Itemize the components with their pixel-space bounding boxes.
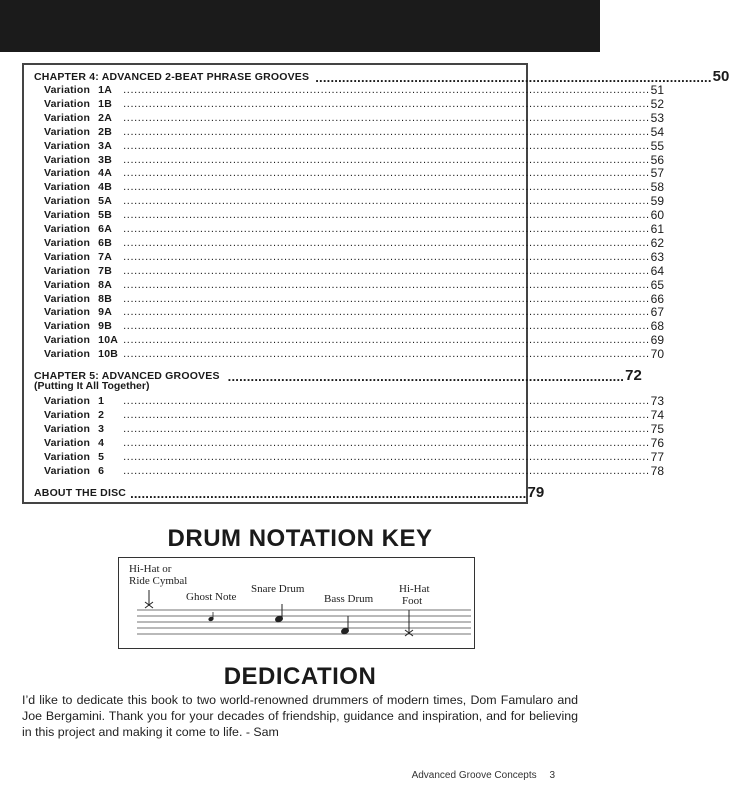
toc-entry-label <box>34 279 122 292</box>
bass-drum-label: Bass Drum <box>324 593 374 605</box>
toc-page-number: 79 <box>527 484 545 501</box>
toc-page-number: 60 <box>650 208 665 223</box>
toc-entry-label <box>34 181 122 194</box>
dot-leader: ................................................................................................................................................ <box>123 209 650 222</box>
dot-leader: ........................................................................................................ <box>227 369 625 384</box>
toc-variation-entry[interactable] <box>34 83 665 97</box>
dot-leader: ................................................................................................................................................ <box>123 139 650 152</box>
toc-variation-entry[interactable] <box>34 235 665 250</box>
variation-word: Variation <box>44 195 91 208</box>
toc-variation-entry[interactable] <box>34 347 665 362</box>
variation-number: 6B <box>98 236 112 249</box>
dot-leader: ........................................................................................................ <box>315 70 712 85</box>
table-of-contents <box>22 63 729 504</box>
toc-variation-entry[interactable] <box>34 291 665 306</box>
variation-word: Variation <box>44 464 91 477</box>
toc-variation-entry[interactable] <box>34 435 665 450</box>
variation-word: Variation <box>44 334 91 347</box>
variation-number: 5A <box>98 195 112 208</box>
toc-variation-entry[interactable] <box>34 249 665 264</box>
variation-word: Variation <box>44 320 91 333</box>
variation-number: 1A <box>98 84 112 96</box>
variation-word: Variation <box>44 395 91 407</box>
toc-page-number: 53 <box>650 110 665 125</box>
variation-number: 4A <box>98 167 112 180</box>
variation-word: Variation <box>44 250 91 263</box>
toc-variation-entry[interactable] <box>34 394 665 408</box>
variation-number: 9B <box>98 320 112 333</box>
toc-chapter-subtitle: (Putting It All Together) <box>34 380 150 392</box>
variation-word: Variation <box>44 139 91 152</box>
toc-entry-label <box>34 237 122 250</box>
variation-word: Variation <box>44 236 91 249</box>
toc-entry-label <box>34 167 122 180</box>
variation-number: 1B <box>98 97 112 110</box>
toc-variation-entry[interactable] <box>34 110 665 125</box>
toc-variation-entry[interactable] <box>34 180 665 195</box>
variation-word: Variation <box>44 422 91 435</box>
variation-word: Variation <box>44 223 91 235</box>
toc-entry-label <box>34 154 122 167</box>
variation-number: 3B <box>98 153 112 166</box>
notation-key-heading: DRUM NOTATION KEY <box>167 525 433 552</box>
toc-page-number: 54 <box>650 124 665 139</box>
dot-leader: ................................................................................................................................................ <box>123 250 650 263</box>
hihat-ride-label-line2: Ride Cymbal <box>129 575 188 587</box>
toc-variation-entry[interactable] <box>34 208 665 223</box>
notation-key-box <box>118 557 475 649</box>
dot-leader: ................................................................................................................................................ <box>123 111 650 124</box>
variation-number: 4 <box>98 436 105 449</box>
toc-entry-label <box>34 423 122 436</box>
toc-variation-entry[interactable] <box>34 166 665 181</box>
variation-word: Variation <box>44 450 91 463</box>
toc-variation-entry[interactable] <box>34 222 665 236</box>
staff-lines <box>137 610 471 634</box>
hihat-foot-label-line2: Foot <box>402 595 423 607</box>
dot-leader: ................................................................................................................................................ <box>123 223 650 235</box>
toc-chapter-title: CHAPTER 5: ADVANCED GROOVES <box>34 370 220 382</box>
hihat-foot-note <box>405 610 413 636</box>
toc-variation-entry[interactable] <box>34 277 665 292</box>
hihat-foot-label-line1: Hi-Hat <box>399 583 430 595</box>
variation-number: 7B <box>98 264 112 277</box>
variation-word: Variation <box>44 167 91 180</box>
variation-number: 10A <box>98 334 119 347</box>
dot-leader: ........................................................................................................ <box>130 486 527 501</box>
toc-page-number: 50 <box>712 68 729 85</box>
variation-number: 4B <box>98 181 112 194</box>
toc-page-number: 76 <box>650 435 665 450</box>
dedication-text: I’d like to dedicate this book to two world-renowned drummers of modern times, Dom Famularo and Joe Bergamini. Thank you for your decades of friendship, guidance and inspiration, and for believing in this project and making it come to life. - Sam <box>22 693 578 739</box>
bass-drum-note <box>341 616 350 635</box>
dot-leader: ................................................................................................................................................ <box>123 236 650 249</box>
dot-leader: ................................................................................................................................................ <box>123 84 650 96</box>
ghost-note <box>208 612 213 621</box>
toc-page-number: 78 <box>650 463 665 478</box>
toc-variation-entry[interactable] <box>34 421 665 436</box>
dot-leader: ................................................................................................................................................ <box>123 195 650 208</box>
variation-number: 6 <box>98 464 105 477</box>
toc-page-number: 55 <box>650 138 665 153</box>
variation-word: Variation <box>44 348 91 361</box>
toc-page-number: 74 <box>650 407 665 422</box>
dot-leader: ................................................................................................................................................ <box>123 125 650 138</box>
variation-word: Variation <box>44 181 91 194</box>
variation-word: Variation <box>44 436 91 449</box>
toc-chapter-4[interactable] <box>34 68 729 85</box>
variation-number: 2B <box>98 125 112 138</box>
variation-word: Variation <box>44 278 91 291</box>
toc-entry-label <box>34 140 122 153</box>
variation-number: 6A <box>98 223 112 235</box>
toc-page-number: 65 <box>650 277 665 292</box>
toc-entry-label <box>34 209 122 222</box>
toc-entry-label <box>34 293 122 306</box>
dot-leader: ................................................................................................................................................ <box>123 167 650 180</box>
dot-leader: ................................................................................................................................................ <box>123 306 650 319</box>
variation-word: Variation <box>44 97 91 110</box>
toc-entry-label <box>34 395 122 408</box>
toc-entry-label <box>34 126 122 139</box>
toc-entry-label <box>34 306 122 319</box>
toc-page-number: 52 <box>650 96 665 111</box>
footer-page-number: 3 <box>549 770 555 781</box>
toc-entry-label <box>34 223 122 236</box>
variation-word: Variation <box>44 84 91 96</box>
variation-number: 2A <box>98 111 112 124</box>
dot-leader: ................................................................................................................................................ <box>123 181 650 194</box>
toc-variation-entry[interactable] <box>34 96 665 111</box>
toc-page-number: 63 <box>650 249 665 264</box>
toc-page-number: 56 <box>650 152 665 167</box>
toc-entry-label <box>34 84 122 97</box>
toc-page-number: 59 <box>650 194 665 209</box>
toc-variation-entry[interactable] <box>34 194 665 209</box>
hihat-ride-label-line1: Hi-Hat or <box>129 563 172 575</box>
hihat-ride-note <box>145 590 153 608</box>
toc-page-number: 68 <box>650 319 665 334</box>
variation-number: 8B <box>98 292 112 305</box>
variation-word: Variation <box>44 292 91 305</box>
page-footer <box>402 770 555 781</box>
toc-entry-label <box>34 320 122 333</box>
toc-variation-entry[interactable] <box>34 333 665 348</box>
toc-entry-label <box>34 112 122 125</box>
toc-variation-entry[interactable] <box>34 319 665 334</box>
toc-entry-label <box>34 265 122 278</box>
snare-note <box>275 604 284 623</box>
variation-number: 9A <box>98 306 112 319</box>
toc-page-number: 61 <box>650 222 665 236</box>
toc-entry-label <box>34 348 122 361</box>
snare-drum-label: Snare Drum <box>251 583 305 595</box>
variation-number: 10B <box>98 348 119 361</box>
toc-entry-label <box>34 465 122 478</box>
toc-page-number: 58 <box>650 180 665 195</box>
dot-leader: ................................................................................................................................................ <box>123 422 650 435</box>
variation-word: Variation <box>44 306 91 319</box>
footer-book-title: Advanced Groove Concepts <box>411 770 537 781</box>
toc-entry-label <box>34 409 122 422</box>
dot-leader: ................................................................................................................................................ <box>123 348 650 361</box>
variation-word: Variation <box>44 153 91 166</box>
variation-word: Variation <box>44 209 91 222</box>
variation-word: Variation <box>44 408 91 421</box>
variation-number: 5B <box>98 209 112 222</box>
toc-variation-entry[interactable] <box>34 124 665 139</box>
toc-page-number: 77 <box>650 449 665 464</box>
toc-page-number: 70 <box>650 347 665 362</box>
toc-page-number: 62 <box>650 235 665 250</box>
dot-leader: ................................................................................................................................................ <box>123 334 650 347</box>
toc-page-number: 57 <box>650 166 665 181</box>
dedication-heading: DEDICATION <box>223 663 377 690</box>
dot-leader: ................................................................................................................................................ <box>123 264 650 277</box>
variation-word: Variation <box>44 264 91 277</box>
toc-variation-entry[interactable] <box>34 305 665 320</box>
dot-leader: ................................................................................................................................................ <box>123 292 650 305</box>
dot-leader: ................................................................................................................................................ <box>123 97 650 110</box>
top-banner <box>0 0 600 52</box>
variation-number: 3A <box>98 139 112 152</box>
toc-variation-entry[interactable] <box>34 407 665 422</box>
drum-staff <box>119 558 476 650</box>
dot-leader: ................................................................................................................................................ <box>123 408 650 421</box>
toc-variation-entry[interactable] <box>34 138 665 153</box>
toc-page-number: 72 <box>625 367 642 384</box>
variation-number: 8A <box>98 278 112 291</box>
toc-page-number: 75 <box>650 421 665 436</box>
dot-leader: ................................................................................................................................................ <box>123 395 650 407</box>
dot-leader: ................................................................................................................................................ <box>123 278 650 291</box>
toc-entry-label <box>34 451 122 464</box>
dot-leader: ................................................................................................................................................ <box>123 450 650 463</box>
toc-page-number: 64 <box>650 263 665 278</box>
toc-page-number: 51 <box>650 83 665 97</box>
toc-chapter-title: ABOUT THE DISC <box>34 487 127 499</box>
variation-word: Variation <box>44 125 91 138</box>
toc-entry-label <box>34 251 122 264</box>
dot-leader: ................................................................................................................................................ <box>123 153 650 166</box>
toc-entry-label <box>34 437 122 450</box>
toc-chapter-title: CHAPTER 4: ADVANCED 2-BEAT PHRASE GROOVES <box>34 71 310 83</box>
toc-entry-label <box>34 334 122 347</box>
toc-variation-entry[interactable] <box>34 449 665 464</box>
dot-leader: ................................................................................................................................................ <box>123 320 650 333</box>
toc-variation-entry[interactable] <box>34 263 665 278</box>
toc-page-number: 67 <box>650 305 665 320</box>
variation-word: Variation <box>44 111 91 124</box>
variation-number: 7A <box>98 250 112 263</box>
variation-number: 5 <box>98 450 105 463</box>
toc-page-number: 73 <box>650 394 665 408</box>
variation-number: 3 <box>98 422 105 435</box>
ghost-note-label: Ghost Note <box>186 591 237 603</box>
toc-entry-label <box>34 98 122 111</box>
toc-entry-label <box>34 195 122 208</box>
toc-variation-entry[interactable] <box>34 152 665 167</box>
toc-page-number: 66 <box>650 291 665 306</box>
dot-leader: ................................................................................................................................................ <box>123 464 650 477</box>
variation-number: 1 <box>98 395 105 407</box>
dot-leader: ................................................................................................................................................ <box>123 436 650 449</box>
toc-about-the-disc[interactable] <box>34 484 545 501</box>
toc-page-number: 69 <box>650 333 665 348</box>
toc-variation-entry[interactable] <box>34 463 665 478</box>
variation-number: 2 <box>98 408 105 421</box>
